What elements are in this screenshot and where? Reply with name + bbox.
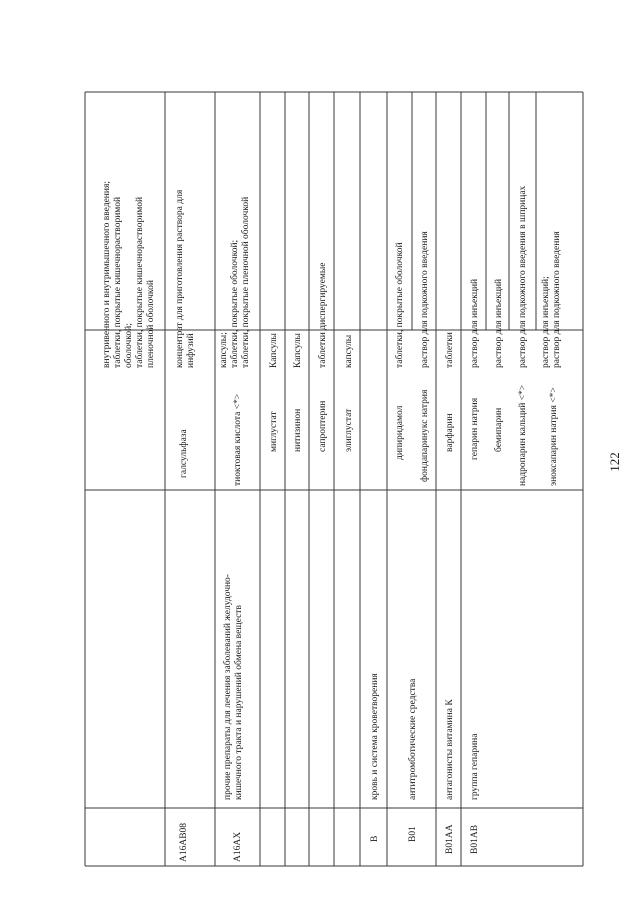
- row-3-form: Капсулы: [269, 333, 279, 368]
- row-2-drug: тиоктовая кислота <*>: [233, 393, 243, 486]
- row-1-form-0: концентрат для приготовления раствора для: [175, 189, 185, 368]
- row-2-forms: [219, 197, 251, 368]
- page-number: 122: [607, 452, 622, 472]
- row-7-group: кровь и система кроветворения: [370, 673, 380, 800]
- row-5-drug: сапроптерин: [318, 400, 328, 452]
- row-0-forms: [102, 181, 156, 368]
- row-12-drug: бемипарин: [494, 407, 504, 452]
- row-5-form: таблетки диспергируемые: [318, 262, 328, 368]
- row-0-form-4: пленочной оболочкой: [146, 280, 156, 368]
- row-1-drug: галсульфаза: [179, 429, 189, 478]
- row-11-drug: гепарин натрия: [470, 397, 480, 460]
- row-6-form: капсулы: [344, 334, 354, 368]
- row-13-form: раствор для подкожного введения в шприцах: [518, 185, 528, 368]
- row-14-forms: [540, 231, 562, 368]
- row-2-code: A16AX: [233, 831, 243, 862]
- row-9-drug: фондапаринукс натрия: [420, 389, 430, 482]
- row-14-drug: эноксапарин натрия <*>: [549, 387, 559, 486]
- row-3-drug: миглустат: [269, 411, 279, 452]
- row-0-form-3: таблетки, покрытые кишечнорастворимой: [135, 196, 145, 368]
- row-10-group: антагонисты витамина К: [445, 699, 455, 800]
- row-8-group: антитромботические средства: [408, 678, 418, 800]
- row-9-form: раствор для подкожного введения: [420, 231, 430, 368]
- row-14-form-0: раствор для инъекций;: [541, 276, 551, 368]
- row-8-form: таблетки, покрытые оболочкой: [395, 242, 405, 368]
- row-1-code: A16AB08: [179, 822, 189, 862]
- row-10-drug: варфарин: [445, 413, 455, 452]
- row-4-form: Капсулы: [293, 333, 303, 368]
- row-12-form: раствор для инъекций: [494, 278, 504, 368]
- row-7-code: B: [370, 835, 380, 842]
- row-1-form-1: инфузий: [186, 333, 196, 368]
- row-10-code: B01AA: [445, 824, 455, 854]
- row-4-drug: нитизинон: [293, 408, 303, 452]
- row-8-drug: дипиридамол: [395, 405, 405, 460]
- row-11-form: раствор для инъекций: [470, 278, 480, 368]
- row-13-drug: надропарин кальций <*>: [518, 384, 528, 486]
- row-0-form-1: таблетки, покрытые кишечнорастворимой: [113, 196, 123, 368]
- svg-text:кишечного тракта и нарушений о: кишечного тракта и нарушений обмена веществ: [234, 605, 244, 800]
- table-frame: [85, 92, 583, 866]
- row-11-group: группа гепарина: [470, 733, 480, 800]
- row-10-form: таблетки: [445, 332, 455, 368]
- row-6-drug: элиглустат: [344, 408, 354, 452]
- row-2-form-0: капсулы;: [219, 332, 229, 368]
- row-1-forms: [175, 189, 196, 368]
- row-0-form-0: внутривенного и внутримышечного введения;: [102, 181, 112, 368]
- svg-text:прочие препараты для лечения з: прочие препараты для лечения заболеваний желудочно-: [223, 574, 233, 800]
- row-2-group: [222, 574, 244, 800]
- row-14-form-1: раствор для подкожного введения: [552, 231, 562, 368]
- row-11-code: B01AB: [470, 824, 480, 854]
- row-8-code: B01: [408, 826, 418, 842]
- row-0-form-2: оболочкой;: [124, 323, 134, 368]
- row-2-form-2: таблетки, покрытые пленочной оболочкой: [241, 196, 251, 368]
- row-2-form-1: таблетки, покрытые оболочкой;: [230, 239, 240, 368]
